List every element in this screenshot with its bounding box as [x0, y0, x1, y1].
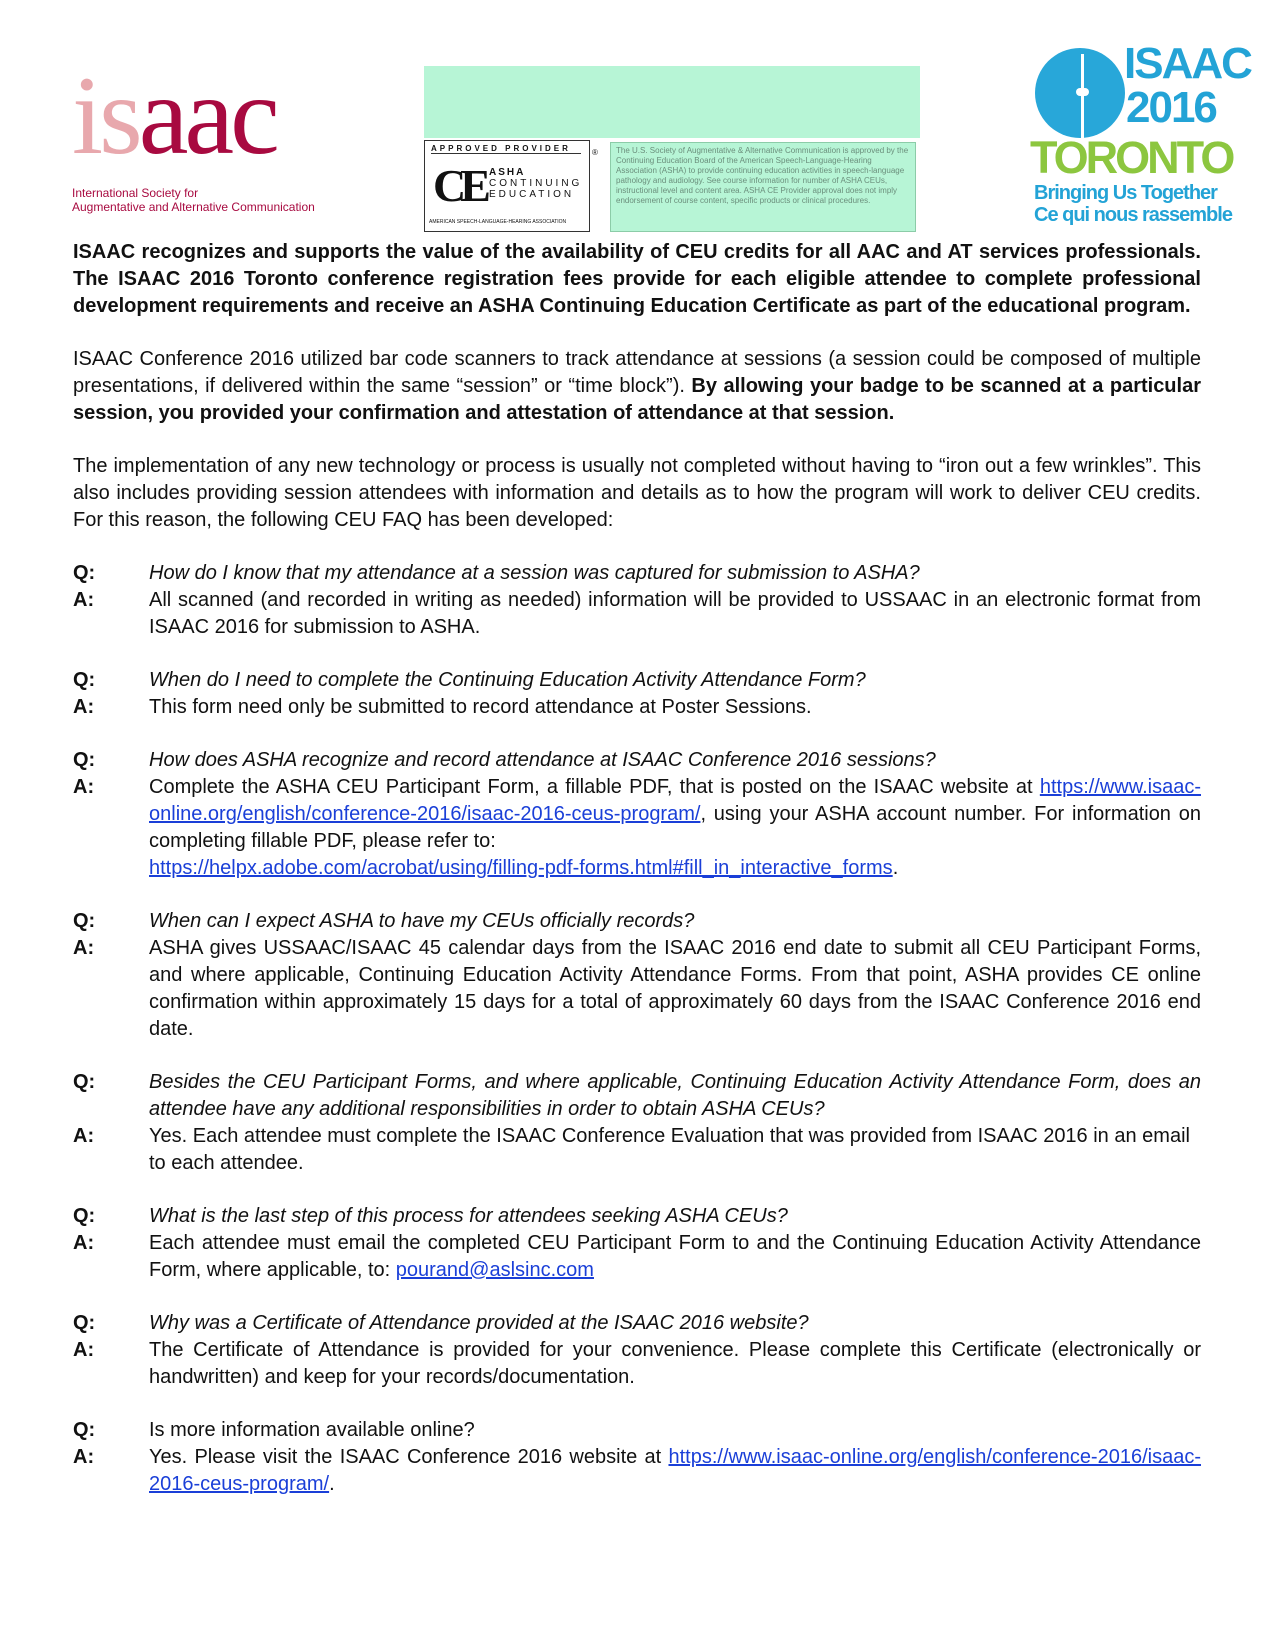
answer-label: A: [73, 776, 95, 798]
answer-label: A: [73, 1446, 95, 1468]
question-label: Q: [73, 749, 96, 771]
asha-ce-mark: CE [433, 160, 485, 211]
asha-continuing-word: CONTINUING [489, 178, 583, 189]
faq-answer-text: Each attendee must email the completed CEU Participant Form to and the Continuing Education Activity Attendance Form, where applicable, to: [149, 1232, 1201, 1281]
faq-question: When can I expect ASHA to have my CEUs officially records? [149, 910, 695, 932]
toronto-logo-year: 2016 [1126, 83, 1216, 132]
document-body [73, 239, 1201, 1524]
answer-label: A: [73, 937, 95, 959]
faq-answer [149, 774, 1201, 882]
faq-item [73, 1203, 1201, 1284]
faq-answer: All scanned (and recorded in writing as needed) information will be provided to USSAAC in an electronic format from ISAAC 2016 for submission to ASHA. [149, 589, 1201, 638]
answer-label: A: [73, 1125, 95, 1147]
isaac-logo [72, 54, 322, 218]
faq-answer: ASHA gives USSAAC/ISAAC 45 calendar days from the ISAAC 2016 end date to submit all CEU Participant Forms, and where applicable, Continuing Education Activity Attendance Forms. From that point, ASHA provides CE online confirmation within approximately 15 days for a total of approximately 60 days from the ISAAC Conference 2016 end date. [149, 937, 1201, 1040]
question-label: Q: [73, 1312, 96, 1334]
isaac-logo-tagline-line2: Augmentative and Alternative Communication [72, 200, 315, 214]
faq-question: How do I know that my attendance at a session was captured for submission to ASHA? [149, 562, 920, 584]
isaac-conference-website-link[interactable]: https://www.isaac-online.org/english/conference-2016/isaac-2016-ceus-program/ [149, 1446, 1201, 1495]
adobe-fillable-pdf-help-link[interactable]: https://helpx.adobe.com/acrobat/using/filling-pdf-forms.html#fill_in_interactive_forms [149, 857, 893, 879]
toronto-logo-isaac: ISAAC [1124, 39, 1251, 88]
asha-green-panel [424, 66, 920, 138]
faq-answer-text: , using your ASHA account number. For information on completing fillable PDF, please refer to: [149, 803, 1201, 852]
intro-paragraph-2-text: ISAAC Conference 2016 utilized bar code scanners to track attendance at sessions (a session could be composed of multiple presentations, if delivered within the same “session” or “time block”). [73, 348, 1201, 397]
asha-badge-words [489, 167, 582, 200]
faq-answer-text: Complete the ASHA CEU Participant Form, a fillable PDF, that is posted on the ISAAC website at [149, 776, 1040, 798]
cn-tower-icon [1081, 54, 1084, 138]
faq-answer [149, 1230, 1201, 1284]
question-label: Q: [73, 669, 96, 691]
isaac-2016-toronto-logo [1030, 38, 1251, 238]
faq-question: What is the last step of this process for attendees seeking ASHA CEUs? [149, 1205, 788, 1227]
asha-approval-statement: The U.S. Society of Augmentative & Alternative Communication is approved by the Continuing Education Board of the American Speech-Language-Hearing Association (ASHA) to provide continuing education activities in speech-language pathology and audiology. See course information for number of ASHA CEUs, instructional level and content area. ASHA CE Provider approval does not imply endorsement of course content, specific products or clinical procedures. [610, 142, 916, 232]
faq-item [73, 908, 1201, 1043]
toronto-logo-tagline-fr: Ce qui nous rassemble [1034, 204, 1232, 226]
faq-question: Why was a Certificate of Attendance provided at the ISAAC 2016 website? [149, 1312, 809, 1334]
intro-paragraph-2 [73, 346, 1201, 427]
contact-email-link[interactable]: pourand@aslsinc.com [395, 1259, 594, 1281]
isaac-logo-tagline [72, 186, 315, 214]
asha-approved-provider-label: APPROVED PROVIDER [431, 144, 581, 154]
question-label: Q: [73, 1419, 96, 1441]
registered-mark-icon: ® [592, 148, 598, 157]
asha-education-word: EDUCATION [489, 189, 575, 200]
question-label: Q: [73, 1205, 96, 1227]
answer-label: A: [73, 1339, 95, 1361]
cn-tower-pod-icon [1076, 88, 1089, 96]
question-label: Q: [73, 562, 96, 584]
faq-item [73, 667, 1201, 721]
faq-question: Besides the CEU Participant Forms, and where applicable, Continuing Education Activity Attendance Form, does an attendee have any additional responsibilities in order to obtain ASHA CEUs? [149, 1071, 1201, 1120]
faq-answer: Yes. Each attendee must complete the ISAAC Conference Evaluation that was provided from ISAAC 2016 in an email to each attendee. [149, 1125, 1190, 1174]
toronto-logo-tagline-en: Bringing Us Together [1034, 182, 1217, 204]
question-label: Q: [73, 1071, 96, 1093]
faq-answer-text: . [892, 857, 899, 879]
faq-answer-text: . [329, 1473, 335, 1495]
isaac-logo-mark [72, 54, 276, 178]
faq-answer: This form need only be submitted to record attendance at Poster Sessions. [149, 696, 812, 718]
toronto-logo-city: TORONTO [1030, 132, 1233, 183]
isaac-logo-mark-pink: is [72, 54, 139, 178]
faq-item [73, 1417, 1201, 1498]
faq-item [73, 1310, 1201, 1391]
faq-question: Is more information available online? [149, 1419, 475, 1441]
isaac-logo-mark-red: aac [138, 54, 276, 178]
answer-label: A: [73, 696, 95, 718]
cn-tower-circle-icon [1035, 48, 1125, 138]
faq-question: How does ASHA recognize and record attendance at ISAAC Conference 2016 sessions? [149, 749, 936, 771]
faq-item [73, 560, 1201, 641]
answer-label: A: [73, 1232, 95, 1254]
question-label: Q: [73, 910, 96, 932]
intro-paragraph-1: ISAAC recognizes and supports the value of the availability of CEU credits for all AAC and AT services professionals. The ISAAC 2016 Toronto conference registration fees provide for each eligible attendee to complete professional development requirements and receive an ASHA Continuing Education Certificate as part of the educational program. [73, 241, 1201, 317]
faq-answer: The Certificate of Attendance is provided for your convenience. Please complete this Certificate (electronically or handwritten) and keep for your records/documentation. [149, 1339, 1201, 1388]
isaac-ceu-program-link[interactable]: https://www.isaac-online.org/english/conference-2016/isaac-2016-ceus-program/ [149, 776, 1201, 825]
faq-item [73, 747, 1201, 882]
asha-approved-provider-block [424, 66, 920, 233]
faq-item [73, 1069, 1201, 1177]
intro-paragraph-2-bold: By allowing your badge to be scanned at a particular session, you provided your confirmation and attestation of attendance at that session. [73, 375, 1201, 424]
asha-word: ASHA [489, 167, 526, 178]
intro-paragraph-3: The implementation of any new technology or process is usually not completed without having to “iron out a few wrinkles”. This also includes providing session attendees with information and details as to how the program will work to deliver CEU credits. For this reason, the following CEU FAQ has been developed: [73, 455, 1201, 531]
faq-question: When do I need to complete the Continuing Education Activity Attendance Form? [149, 669, 866, 691]
asha-ce-badge [424, 140, 590, 232]
faq-answer [149, 1444, 1201, 1498]
answer-label: A: [73, 589, 95, 611]
asha-association-line: AMERICAN SPEECH-LANGUAGE-HEARING ASSOCIATION [429, 219, 567, 225]
isaac-logo-tagline-line1: International Society for [72, 186, 199, 200]
faq-answer-text: Yes. Please visit the ISAAC Conference 2016 website at [149, 1446, 669, 1468]
